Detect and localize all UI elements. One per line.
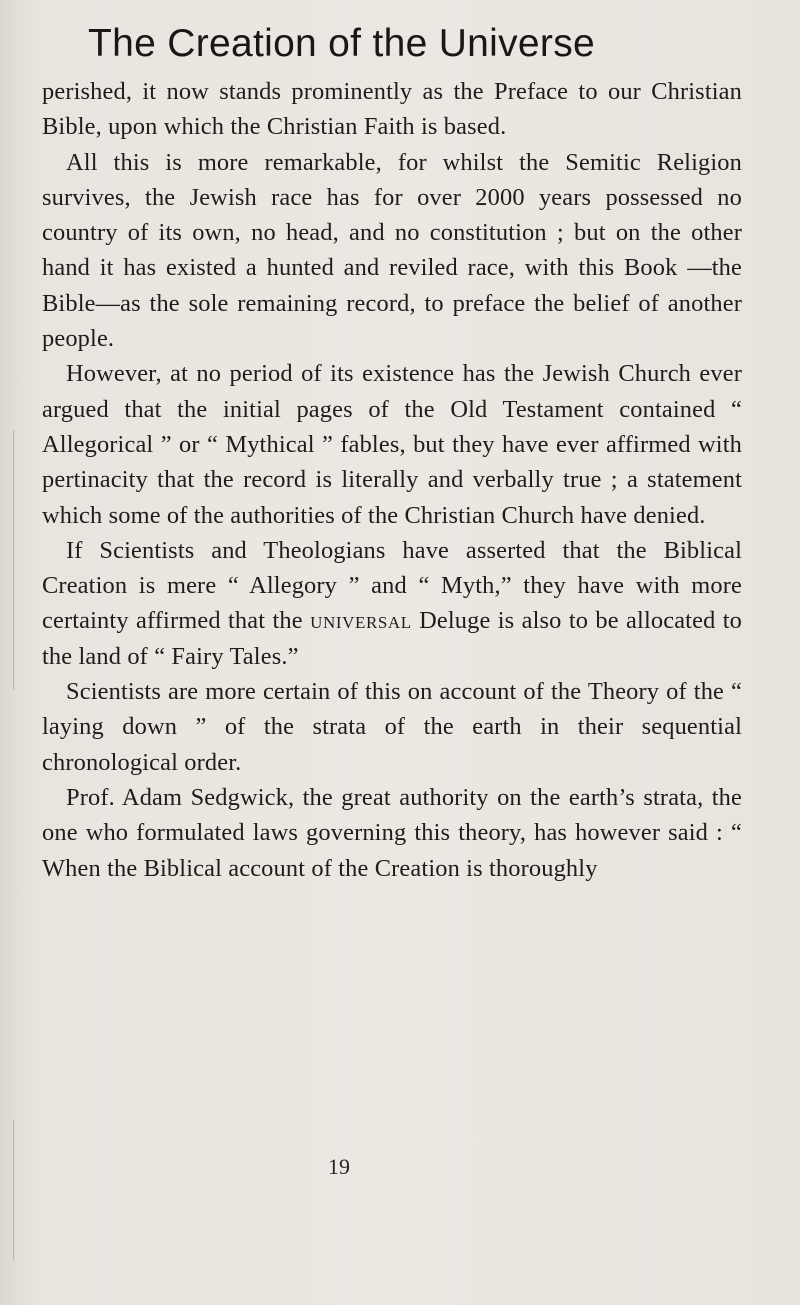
paragraph-text: Deluge is also to be allocated to the land of “ Fairy Tales.” (42, 607, 742, 670)
paragraph-text: However, at no period of its existence has the Jewish Church ever argued that the initial pages of the Old Testament contained “ Allegorical ” or “ Mythical ” fables, but they have ever affirmed with pertinacity that the record is literally and verbally true ; a statement which some of the authorities of the Christian Church have denied. (42, 360, 742, 529)
paragraph-text: perished, it now stands prominently as the Preface to our Christian Bible, upon which the Christian Faith is based. (42, 78, 742, 141)
paragraph-text: Scientists are more certain of this on account of the Theory of the “ laying down ” of the strata of the earth in their sequential chronological order. (42, 678, 742, 776)
paragraph (42, 780, 742, 886)
paragraph-text: If Scientists and Theologians have asserted that the Biblical Creation is mere “ Allegory ” and “ Myth,” they have with more certainty affirmed that the (42, 536, 742, 635)
page-number: 19 (328, 1154, 350, 1179)
small-caps-word: universal (310, 607, 412, 635)
page-edge-shadow (13, 430, 14, 690)
running-header-title: The Creation of the Universe (88, 22, 595, 65)
paragraph-text: All this is more remarkable, for whilst the Semitic Religion survives, the Jewish race has for over 2000 years possessed no country of its own, no head, and no constitution ; but on the other hand it has existed a hunted and reviled race, with this Book —the Bible—as the sole remaining record, to preface the belief of another people. (42, 148, 742, 353)
paragraph (42, 74, 742, 145)
page-edge-shadow (13, 1120, 14, 1260)
paragraph (42, 674, 742, 780)
paragraph (42, 356, 742, 532)
paragraph (42, 145, 742, 357)
paragraph (42, 533, 742, 674)
body-text (42, 74, 742, 886)
paragraph-text: Prof. Adam Sedgwick, the great authority on the earth’s strata, the one who formulated laws governing this theory, has however said : “ When the Biblical account of the Creation is thoroughly (42, 783, 742, 882)
